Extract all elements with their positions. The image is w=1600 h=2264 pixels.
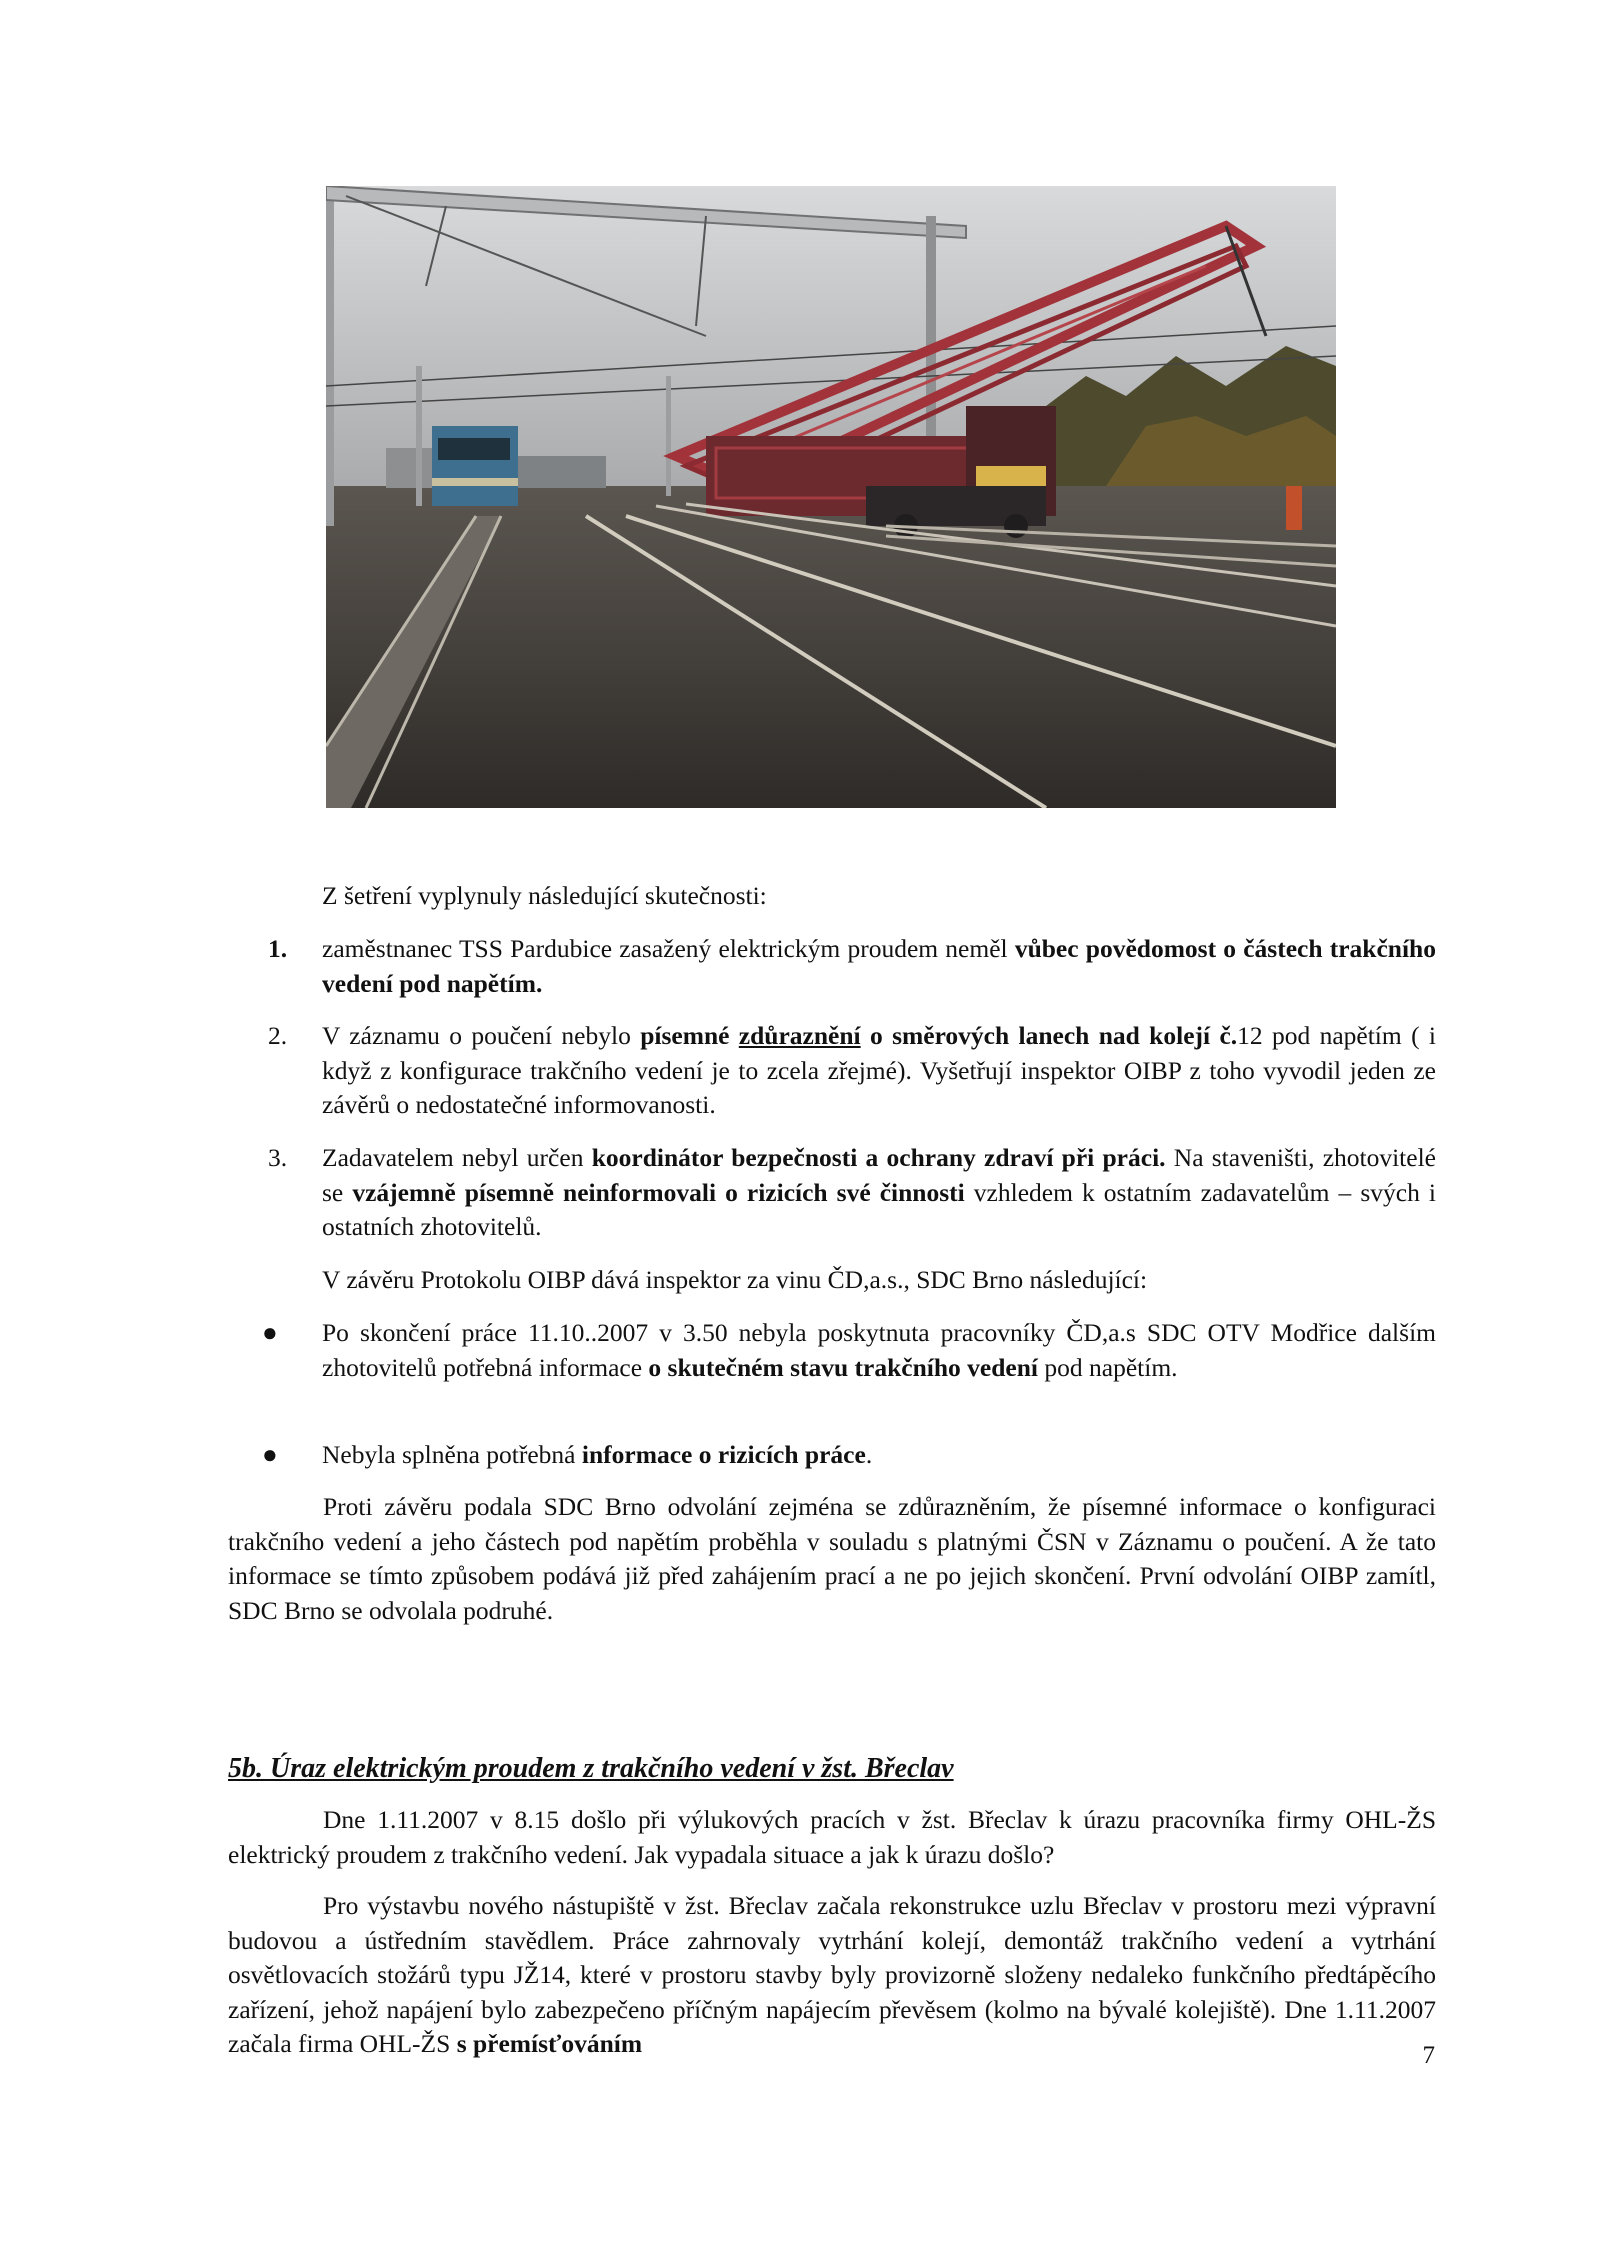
list-item-1: zaměstnanec TSS Pardubice zasažený elektrickým proudem neměl vůbec povědomost o částech trakčního vedení pod napětím. [322,934,1436,998]
railway-photo [326,186,1336,808]
list-marker-2: 2. [268,1021,288,1050]
bullet-item-2: Nebyla splněna potřebná informace o rizicích práce. [322,1440,873,1469]
conclusion-intro: V závěru Protokolu OIBP dává inspektor za vinu ČD,a.s., SDC Brno následující: [322,1265,1148,1294]
bullet-item-1: Po skončení práce 11.10..2007 v 3.50 nebyla poskytnuta pracovníky ČD,a.s SDC OTV Modřice dalším zhotovitelů potřebná informace o skutečném stavu trakčního vedení pod napětím. [322,1318,1436,1382]
bullet-marker-1: ● [262,1318,278,1347]
railway-photo-illustration [326,186,1336,808]
section-paragraph-2: Pro výstavbu nového nástupiště v žst. Břeclav začala rekonstrukce uzlu Břeclav v prostoru mezi výpravní budovou a ústředním stavědlem. Práce zahrnovaly vytrhání kolejí, demontáž trakčního vedení a vytrhání osvětlovacích stožárů typu JŽ14, které v prostoru stavby byly provizorně složeny nedaleko funkčního předtápěcího zařízení, jehož napájení bylo zabezpečeno příčným napájecím převěsem (kolmo na bývalé kolejiště). Dne 1.11.2007 začala firma OHL-ŽS s přemísťováním [228,1891,1436,2058]
bullet-marker-2: ● [262,1440,278,1469]
section-heading: 5b. Úraz elektrickým proudem z trakčního vedení v žst. Břeclav [228,1753,954,1784]
list-marker-1: 1. [268,934,288,963]
list-item-3: Zadavatelem nebyl určen koordinátor bezpečnosti a ochrany zdraví při práci. Na staveništi, zhotovitelé se vzájemně písemně neinformovali o rizicích své činnosti vzhledem k ostatním zadavatelům – svých i ostatních zhotovitelů. [322,1143,1437,1241]
list-marker-3: 3. [268,1143,288,1172]
intro-text: Z šetření vyplynuly následující skutečnosti: [322,881,767,910]
list-item-2: V záznamu o poučení nebylo písemné zdůraznění o směrových lanech nad kolejí č.12 pod napětím ( i když z konfigurace trakčního vedení je to zcela zřejmé). Vyšetřují inspektor OIBP z toho vyvodil jeden ze závěrů o nedostatečné informovanosti. [322,1021,1437,1119]
page-number: 7 [1422,2042,1435,2069]
appeal-paragraph: Proti závěru podala SDC Brno odvolání zejména se zdůrazněním, že písemné informace o konfiguraci trakčního vedení a jeho částech pod napětím proběhla v souladu s platnými ČSN v Záznamu o poučení. A že tato informace se tímto způsobem podává již před zahájením prací a ne po jejich skončení. První odvolání OIBP zamítl, SDC Brno se odvolala podruhé. [228,1492,1436,1625]
section-paragraph-1: Dne 1.11.2007 v 8.15 došlo při výlukových pracích v žst. Břeclav k úrazu pracovníka firmy OHL-ŽS elektrický proudem z trakčního vedení. Jak vypadala situace a jak k úrazu došlo? [228,1805,1436,1869]
